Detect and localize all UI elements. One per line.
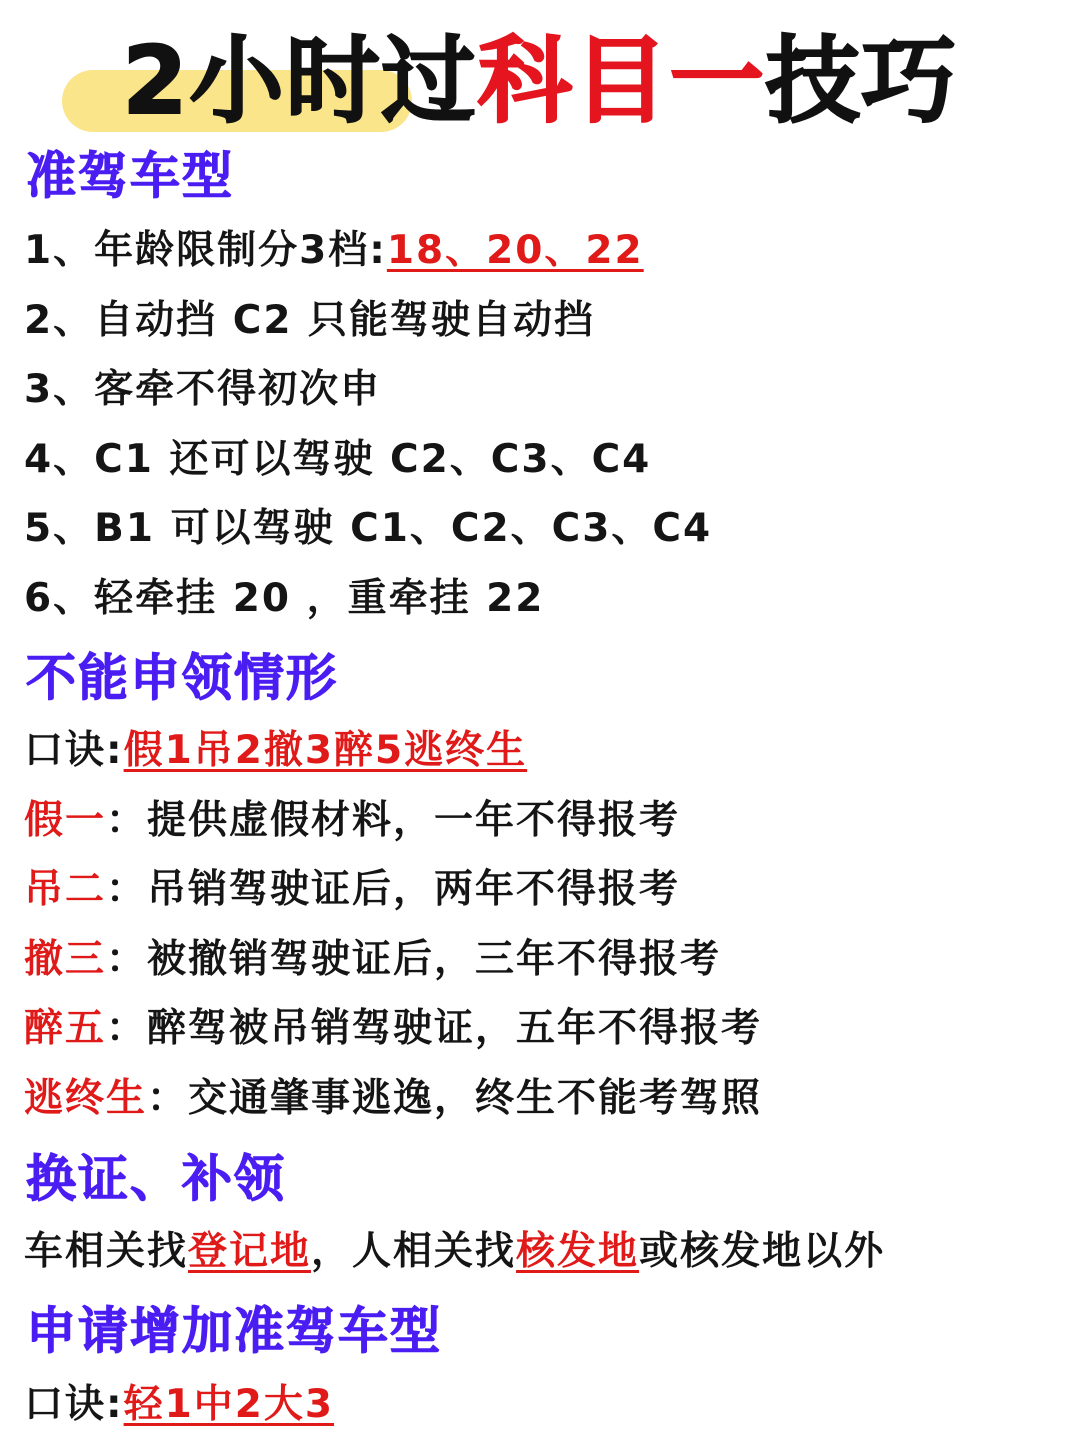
mnemonic-line [24,724,527,778]
list-item [24,224,644,278]
mnemonic-label: 口诀: [24,728,124,773]
mnemonic-highlight: 轻1中2大3 [123,1382,335,1427]
mnemonic-label: 口诀: [24,1382,124,1427]
rule-key: 醉五 [24,1006,107,1051]
list-item-label: 1、年龄限制分3档: [24,228,387,273]
title-part-red: 科目一 [477,27,766,136]
title-part-1: 2小时过 [122,27,478,136]
list-item: 5、B1 可以驾驶 C1、C2、C3、C4 [24,506,713,551]
rule-row [24,933,721,987]
mnemonic-highlight: 假1吊2撤3醉5逃终生 [123,728,528,773]
rule-key: 假一 [24,798,107,843]
rule-text: ：被撤销驾驶证后，三年不得报考 [106,937,722,982]
section-heading-license-types: 准驾车型 [26,147,234,205]
renewal-text-2: ，人相关找 [311,1229,517,1274]
section-heading-renewal-replacement: 换证、补领 [26,1150,286,1208]
section-heading-add-license-type: 申请增加准驾车型 [26,1302,442,1360]
mnemonic-line [24,1378,334,1432]
renewal-rule-line [24,1225,885,1279]
renewal-text-1: 车相关找 [24,1229,189,1274]
rule-row [24,1072,762,1126]
title-part-2: 技巧 [765,27,958,136]
rule-text: ：吊销驾驶证后，两年不得报考 [106,867,681,912]
rule-row [24,863,680,917]
rule-text: ：提供虚假材料，一年不得报考 [106,798,681,843]
list-item: 3、客牵不得初次申 [24,367,382,412]
registration-place-highlight: 登记地 [188,1229,312,1274]
rule-row [24,794,680,848]
section-heading-ineligible-cases: 不能申领情形 [26,649,338,707]
rule-row [24,1002,762,1056]
list-item: 4、C1 还可以驾驶 C2、C3、C4 [24,437,652,482]
list-item: 2、自动挡 C2 只能驾驶自动挡 [24,298,596,343]
age-levels-highlight: 18、20、22 [386,228,644,273]
rule-key: 吊二 [24,867,107,912]
rule-text: ：醉驾被吊销驾驶证，五年不得报考 [106,1006,763,1051]
renewal-text-3: 或核发地以外 [639,1229,886,1274]
issuing-place-highlight: 核发地 [516,1229,640,1274]
page-title [0,22,1080,142]
list-item: 6、轻牵挂 20 ，重牵挂 22 [24,576,545,621]
rule-text: ：交通肇事逃逸，终生不能考驾照 [147,1076,763,1121]
rule-key: 逃终生 [24,1076,148,1121]
title-banner [0,22,1080,142]
rule-key: 撤三 [24,937,107,982]
